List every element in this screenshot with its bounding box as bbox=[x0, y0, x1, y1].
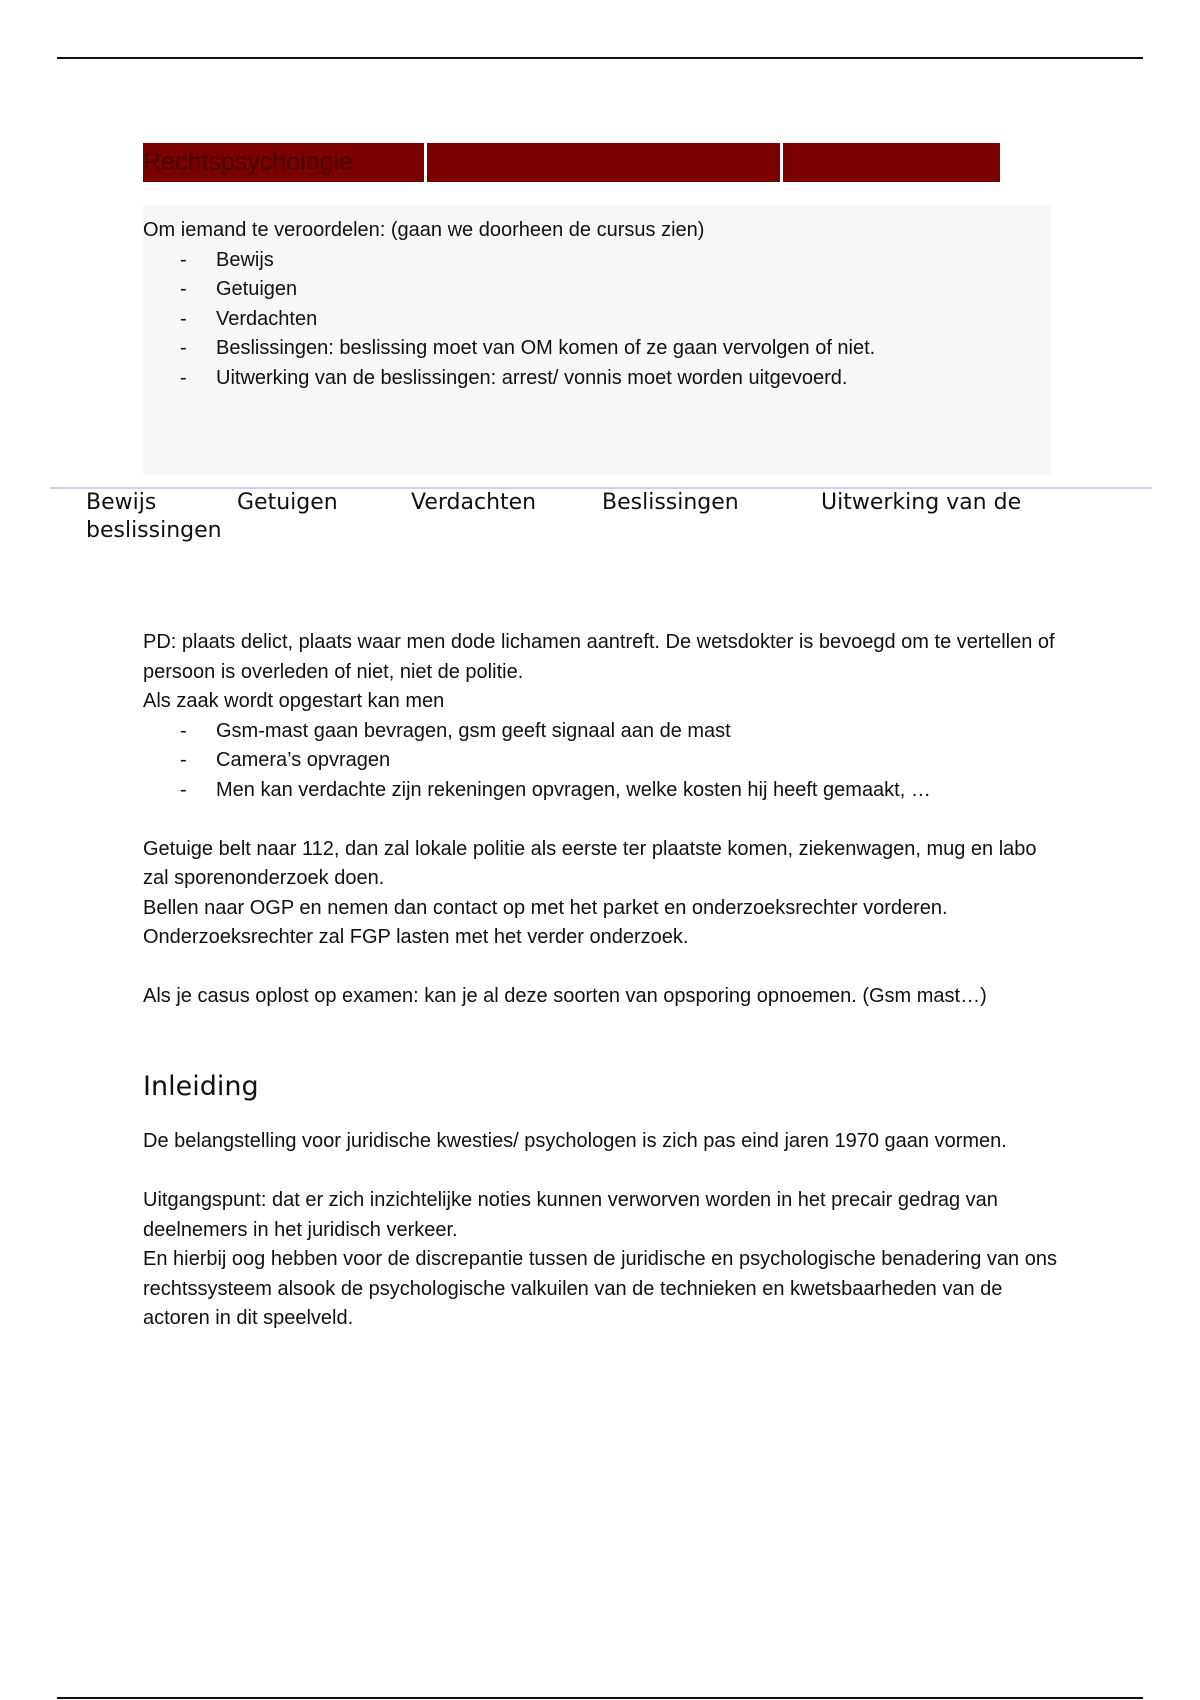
intro-lead: Om iemand te veroordelen: (gaan we doorheen de cursus zien) bbox=[143, 219, 705, 241]
flow-step-uitwerking-continued: beslissingen bbox=[86, 518, 222, 543]
flow-step-verdachten: Verdachten bbox=[411, 490, 537, 515]
title-cell-3 bbox=[783, 143, 1000, 182]
paragraph: Onderzoeksrechter zal FGP lasten met het verder onderzoek. bbox=[143, 926, 689, 948]
paragraph: De belangstelling voor juridische kwesties/ psychologen is zich pas eind jaren 1970 gaan vormen. bbox=[143, 1130, 1007, 1152]
section-heading: Inleiding bbox=[143, 1071, 259, 1102]
paragraph: PD: plaats delict, plaats waar men dode lichamen aantreft. De wetsdokter is bevoegd om te vertellen of persoon is overleden of niet, niet de politie. bbox=[143, 631, 1055, 683]
flow-step-getuigen: Getuigen bbox=[237, 490, 338, 515]
section-inleiding bbox=[143, 1069, 1058, 1334]
list-item: - Verdachten bbox=[143, 305, 1058, 335]
paragraph: Als je casus oplost op examen: kan je al deze soorten van opsporing opnoemen. (Gsm mast…) bbox=[143, 985, 987, 1007]
flow-step-bewijs: Bewijs bbox=[86, 490, 157, 515]
title-cell-1 bbox=[143, 143, 427, 182]
flow-step-uitwerking: Uitwerking van de bbox=[821, 490, 1022, 515]
bottom-rule bbox=[57, 1697, 1143, 1699]
paragraph: Als zaak wordt opgestart kan men bbox=[143, 690, 445, 712]
title-banner bbox=[143, 143, 1000, 182]
paragraph: Getuige belt naar 112, dan zal lokale politie als eerste ter plaatste komen, ziekenwagen, mug en labo zal sporenonderzoek doen. bbox=[143, 837, 1037, 889]
flow-step-beslissingen: Beslissingen bbox=[602, 490, 739, 515]
list-item: - Uitwerking van de beslissingen: arrest/ vonnis moet worden uitgevoerd. bbox=[143, 364, 1058, 394]
paragraph: Bellen naar OGP en nemen dan contact op met het parket en onderzoeksrechter vorderen. bbox=[143, 896, 948, 919]
intro-section bbox=[143, 216, 1058, 393]
paragraph: En hierbij oog hebben voor de discrepantie tussen de juridische en psychologische benadering van ons rechtssysteem alsook de psychologische valkuilen van de technieken en kwetsbaarheden van de actoren in dit speelveld. bbox=[143, 1248, 1057, 1329]
list-item: - Camera’s opvragen bbox=[143, 746, 1058, 776]
opsporing-list bbox=[143, 717, 1058, 806]
page-title: Rechtspsychologie bbox=[143, 148, 353, 176]
paragraph: Uitgangspunt: dat er zich inzichtelijke noties kunnen verworven worden in het precair gedrag van deelnemers in het juridisch verkeer. bbox=[143, 1189, 998, 1241]
section-opsporing bbox=[143, 628, 1058, 1012]
title-cell-2 bbox=[427, 143, 783, 182]
intro-list bbox=[143, 246, 1058, 394]
top-rule bbox=[57, 57, 1143, 59]
list-item: - Gsm-mast gaan bevragen, gsm geeft signaal aan de mast bbox=[143, 717, 1058, 747]
list-item: - Beslissingen: beslissing moet van OM komen of ze gaan vervolgen of niet. bbox=[143, 334, 1058, 364]
list-item: - Getuigen bbox=[143, 275, 1058, 305]
list-item: - Bewijs bbox=[143, 246, 1058, 276]
list-item: - Men kan verdachte zijn rekeningen opvragen, welke kosten hij heeft gemaakt, … bbox=[143, 776, 1058, 806]
